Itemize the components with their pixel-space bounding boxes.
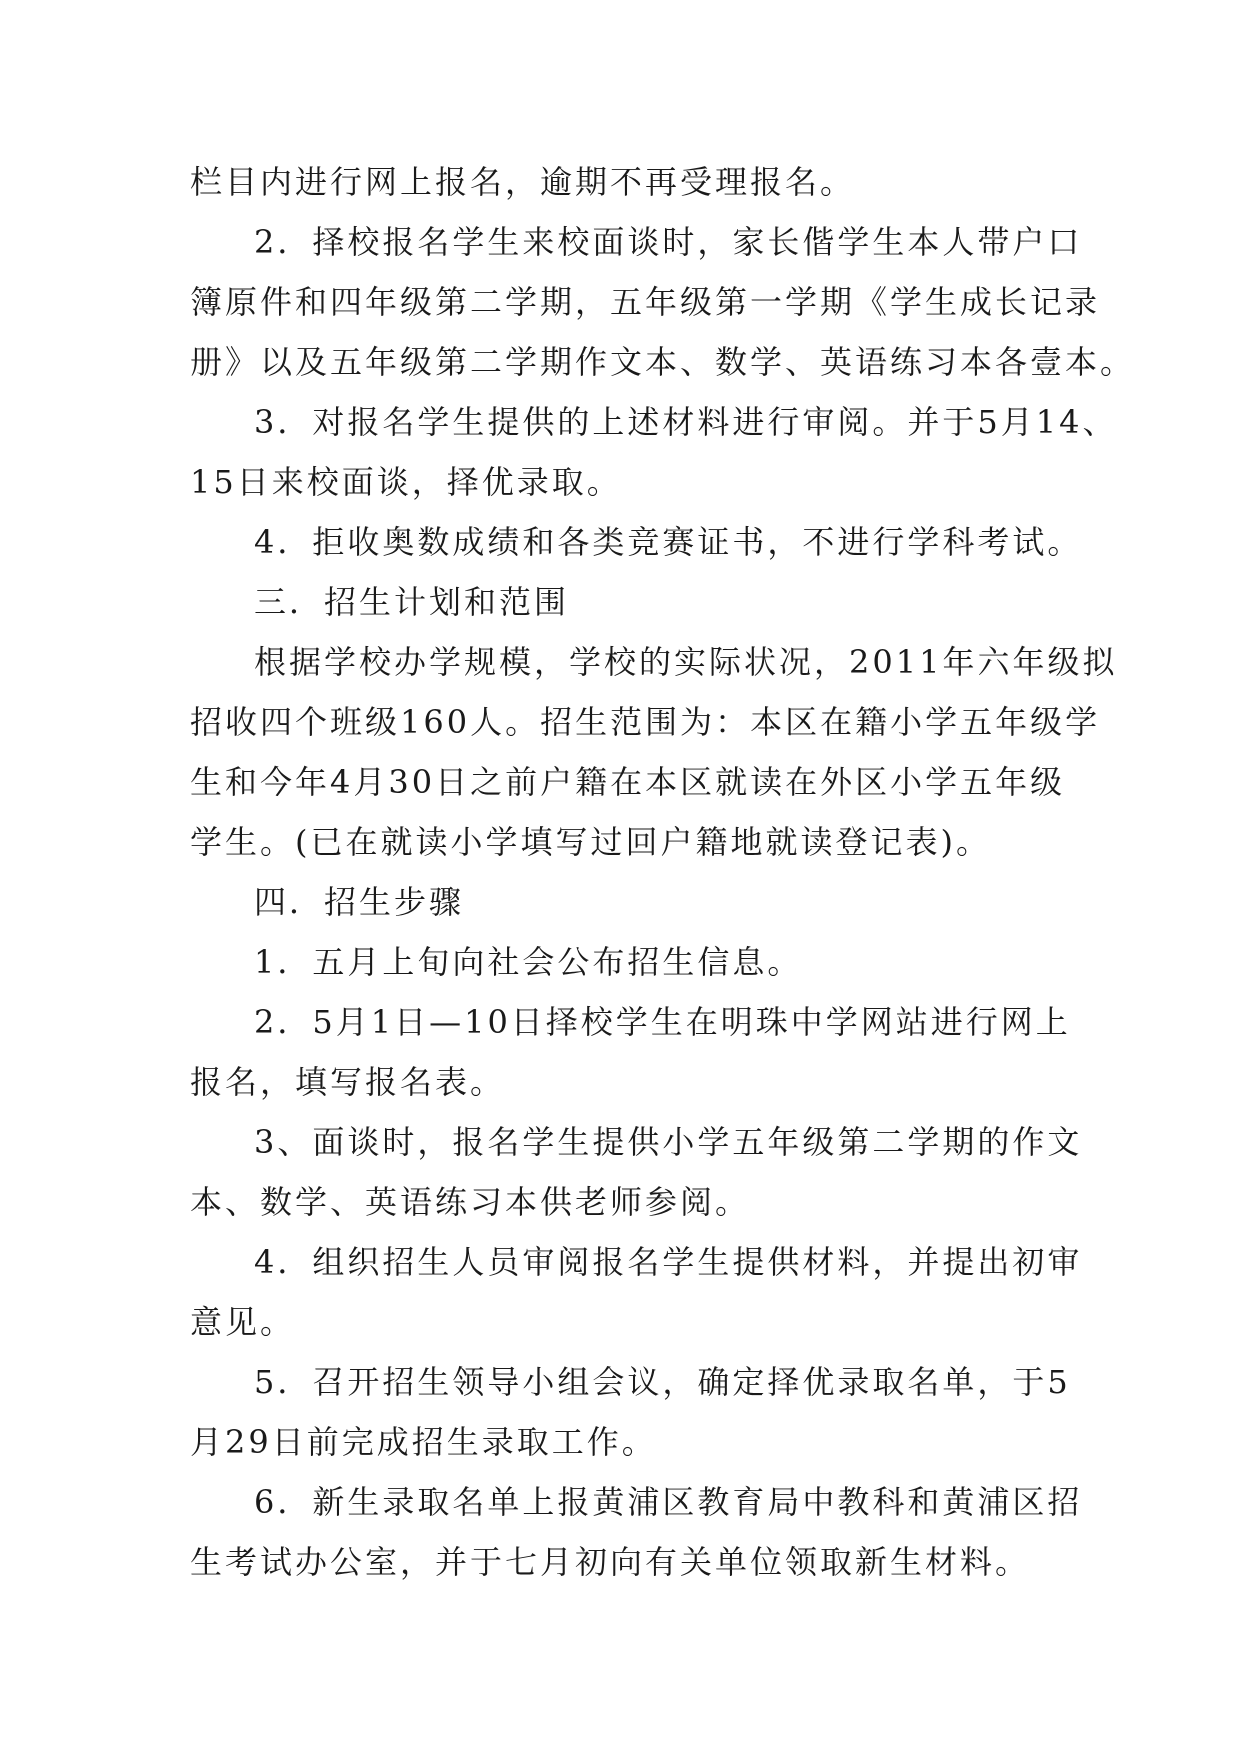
section-heading: 四．招生步骤: [254, 883, 465, 921]
text-line: 4．组织招生人员审阅报名学生提供材料，并提出初审: [254, 1243, 1083, 1281]
text-line: 生考试办公室，并于七月初向有关单位领取新生材料。: [190, 1543, 1031, 1581]
text-line: 2．5月1日—10日择校学生在明珠中学网站进行网上: [254, 1003, 1071, 1041]
text-line: 6．新生录取名单上报黄浦区教育局中教科和黄浦区招: [254, 1483, 1083, 1521]
text-line: 学生。(已在就读小学填写过回户籍地就读登记表)。: [190, 823, 991, 861]
text-line: 生和今年4月30日之前户籍在本区就读在外区小学五年级: [190, 763, 1066, 801]
text-line: 意见。: [190, 1303, 296, 1341]
text-line: 簿原件和四年级第二学期，五年级第一学期《学生成长记录: [190, 283, 1101, 321]
text-line: 2．择校报名学生来校面谈时，家长偕学生本人带户口: [254, 223, 1083, 261]
text-line: 本、数学、英语练习本供老师参阅。: [190, 1183, 751, 1221]
text-line: 1．五月上旬向社会公布招生信息。: [254, 943, 803, 981]
text-line: 报名，填写报名表。: [190, 1063, 506, 1101]
text-line: 月29日前完成招生录取工作。: [190, 1423, 657, 1461]
text-line: 15日来校面谈，择优录取。: [190, 463, 622, 501]
text-line: 3、面谈时，报名学生提供小学五年级第二学期的作文: [254, 1123, 1083, 1161]
text-line: 栏目内进行网上报名，逾期不再受理报名。: [190, 163, 856, 201]
text-line: 招收四个班级160人。招生范围为：本区在籍小学五年级学: [190, 703, 1101, 741]
section-heading: 三．招生计划和范围: [254, 583, 570, 621]
text-line: 5．召开招生领导小组会议，确定择优录取名单，于5: [254, 1363, 1071, 1401]
text-line: 根据学校办学规模，学校的实际状况，2011年六年级拟: [254, 643, 1118, 681]
text-line: 4．拒收奥数成绩和各类竞赛证书，不进行学科考试。: [254, 523, 1083, 561]
text-line: 册》以及五年级第二学期作文本、数学、英语练习本各壹本。: [190, 343, 1136, 381]
text-line: 3．对报名学生提供的上述材料进行审阅。并于5月14、: [254, 403, 1118, 441]
